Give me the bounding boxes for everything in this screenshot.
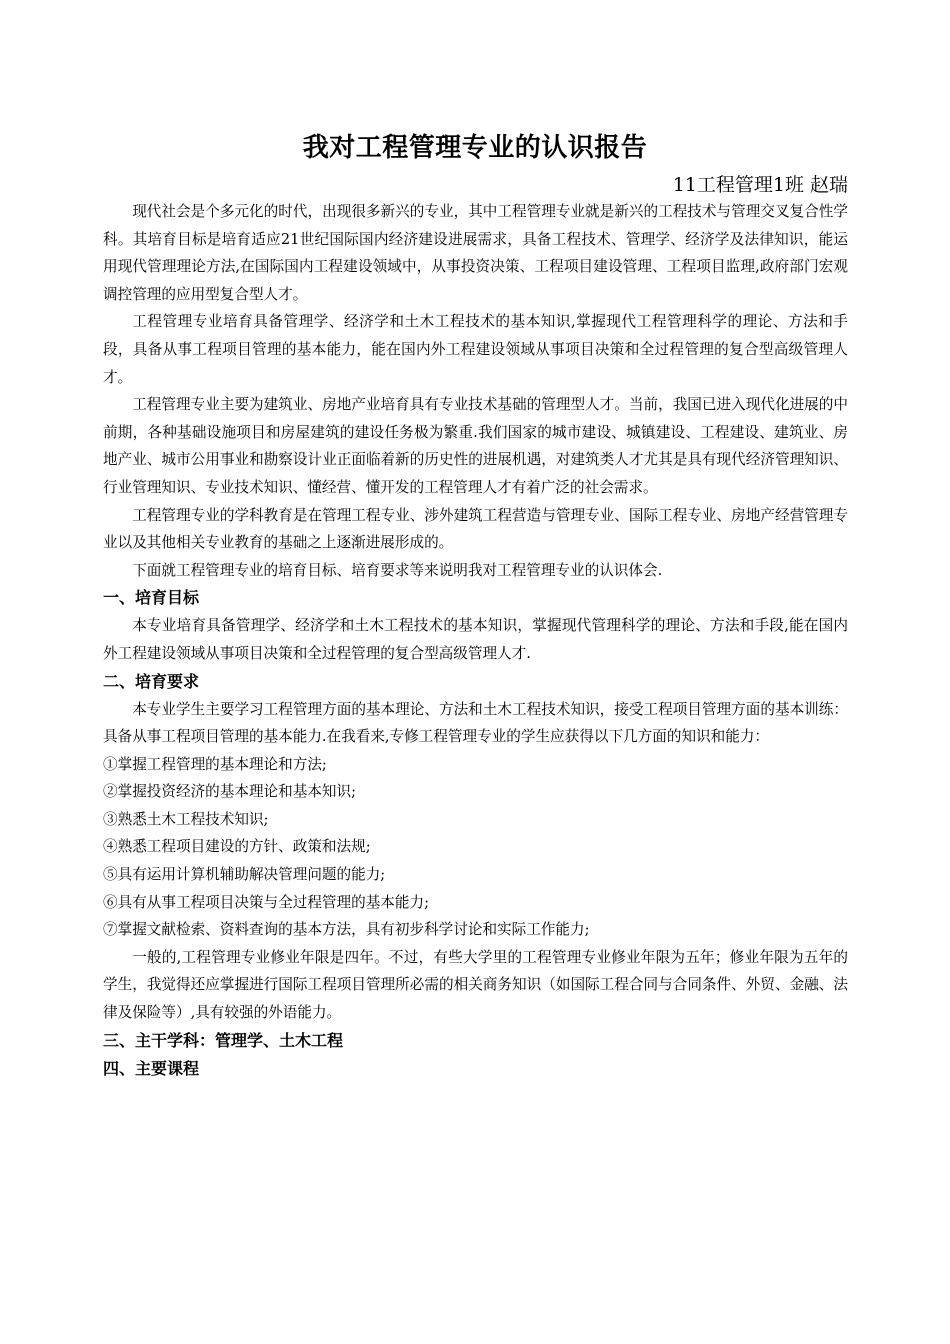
author-line: 11工程管理1班 赵瑞	[672, 174, 848, 196]
requirement-item: ⑤具有运用计算机辅助解决管理问题的能力;	[103, 866, 386, 884]
section-heading-main-disciplines: 三、主干学科：管理学、土木工程	[103, 1030, 344, 1050]
requirement-item: ①掌握工程管理的基本理论和方法;	[103, 755, 327, 773]
section-heading-training-goal: 一、培育目标	[103, 588, 200, 608]
section-paragraph: 本专业培育具备管理学、经济学和土木工程技术的基本知识，掌握现代管理科学的理论、方法和手段,能在国内外工程建设领域从事项目决策和全过程管理的复合型高级管理人才.	[103, 617, 848, 662]
requirement-item: ②掌握投资经济的基本理论和基本知识;	[103, 783, 357, 801]
document-body	[103, 198, 848, 1083]
intro-paragraph: 工程管理专业主要为建筑业、房地产业培育具有专业技术基础的管理型人才。当前，我国已进入现代化进展的中前期，各种基础设施项目和房屋建筑的建设任务极为繁重.我们国家的城市建设、城镇建设、工程建设、建筑业、房地产业、城市公用事业和勘察设计业正面临着新的历史性的进展机遇，对建筑类人才尤其是具有现代经济管理知识、行业管理知识、专业技术知识、懂经营、懂开发的工程管理人才有着广泛的社会需求。	[103, 396, 848, 496]
section-heading-main-courses: 四、主要课程	[103, 1058, 200, 1078]
requirement-item: ⑦掌握文献检索、资料查询的基本方法，具有初步科学讨论和实际工作能力;	[103, 921, 590, 939]
requirement-item: ⑥具有从事工程项目决策与全过程管理的基本能力;	[103, 893, 429, 911]
requirement-item: ③熟悉土木工程技术知识;	[103, 810, 269, 828]
section-heading-training-requirements: 二、培育要求	[103, 671, 200, 691]
intro-paragraph: 工程管理专业培育具备管理学、经济学和土木工程技术的基本知识,掌握现代工程管理科学的理论、方法和手段，具备从事工程项目管理的基本能力，能在国内外工程建设领域从事项目决策和全过程管理的复合型高级管理人才。	[103, 313, 848, 386]
section-paragraph: 本专业学生主要学习工程管理方面的基本理论、方法和土木工程技术知识，接受工程项目管理方面的基本训练：具备从事工程项目管理的基本能力.在我看来,专修工程管理专业的学生应获得以下几方面的知识和能力：	[103, 700, 848, 746]
intro-paragraph: 工程管理专业的学科教育是在管理工程专业、涉外建筑工程营造与管理专业、国际工程专业、房地产经营管理专业以及其他相关专业教育的基础之上逐渐进展形成的。	[103, 506, 848, 552]
document-title: 我对工程管理专业的认识报告	[302, 133, 648, 163]
section-paragraph: 一般的,工程管理专业修业年限是四年。不过，有些大学里的工程管理专业修业年限为五年；修业年限为五年的学生，我觉得还应掌握进行国际工程项目管理所必需的相关商务知识（如国际工程合同与合同条件、外贸、金融、法律及保险等）,具有较强的外语能力。	[103, 948, 848, 1022]
intro-paragraph: 现代社会是个多元化的时代，出现很多新兴的专业，其中工程管理专业就是新兴的工程技术与管理交叉复合性学科。其培育目标是培育适应21世纪国际国内经济建设进展需求，具备工程技术、管理学、经济学及法律知识，能运用现代管理理论方法,在国际国内工程建设领域中，从事投资决策、工程项目建设管理、工程项目监理,政府部门宏观调控管理的应用型复合型人才。	[103, 203, 848, 303]
intro-paragraph: 下面就工程管理专业的培育目标、培育要求等来说明我对工程管理专业的认识体会.	[132, 561, 663, 579]
requirement-item: ④熟悉工程项目建设的方针、政策和法规;	[103, 838, 371, 856]
